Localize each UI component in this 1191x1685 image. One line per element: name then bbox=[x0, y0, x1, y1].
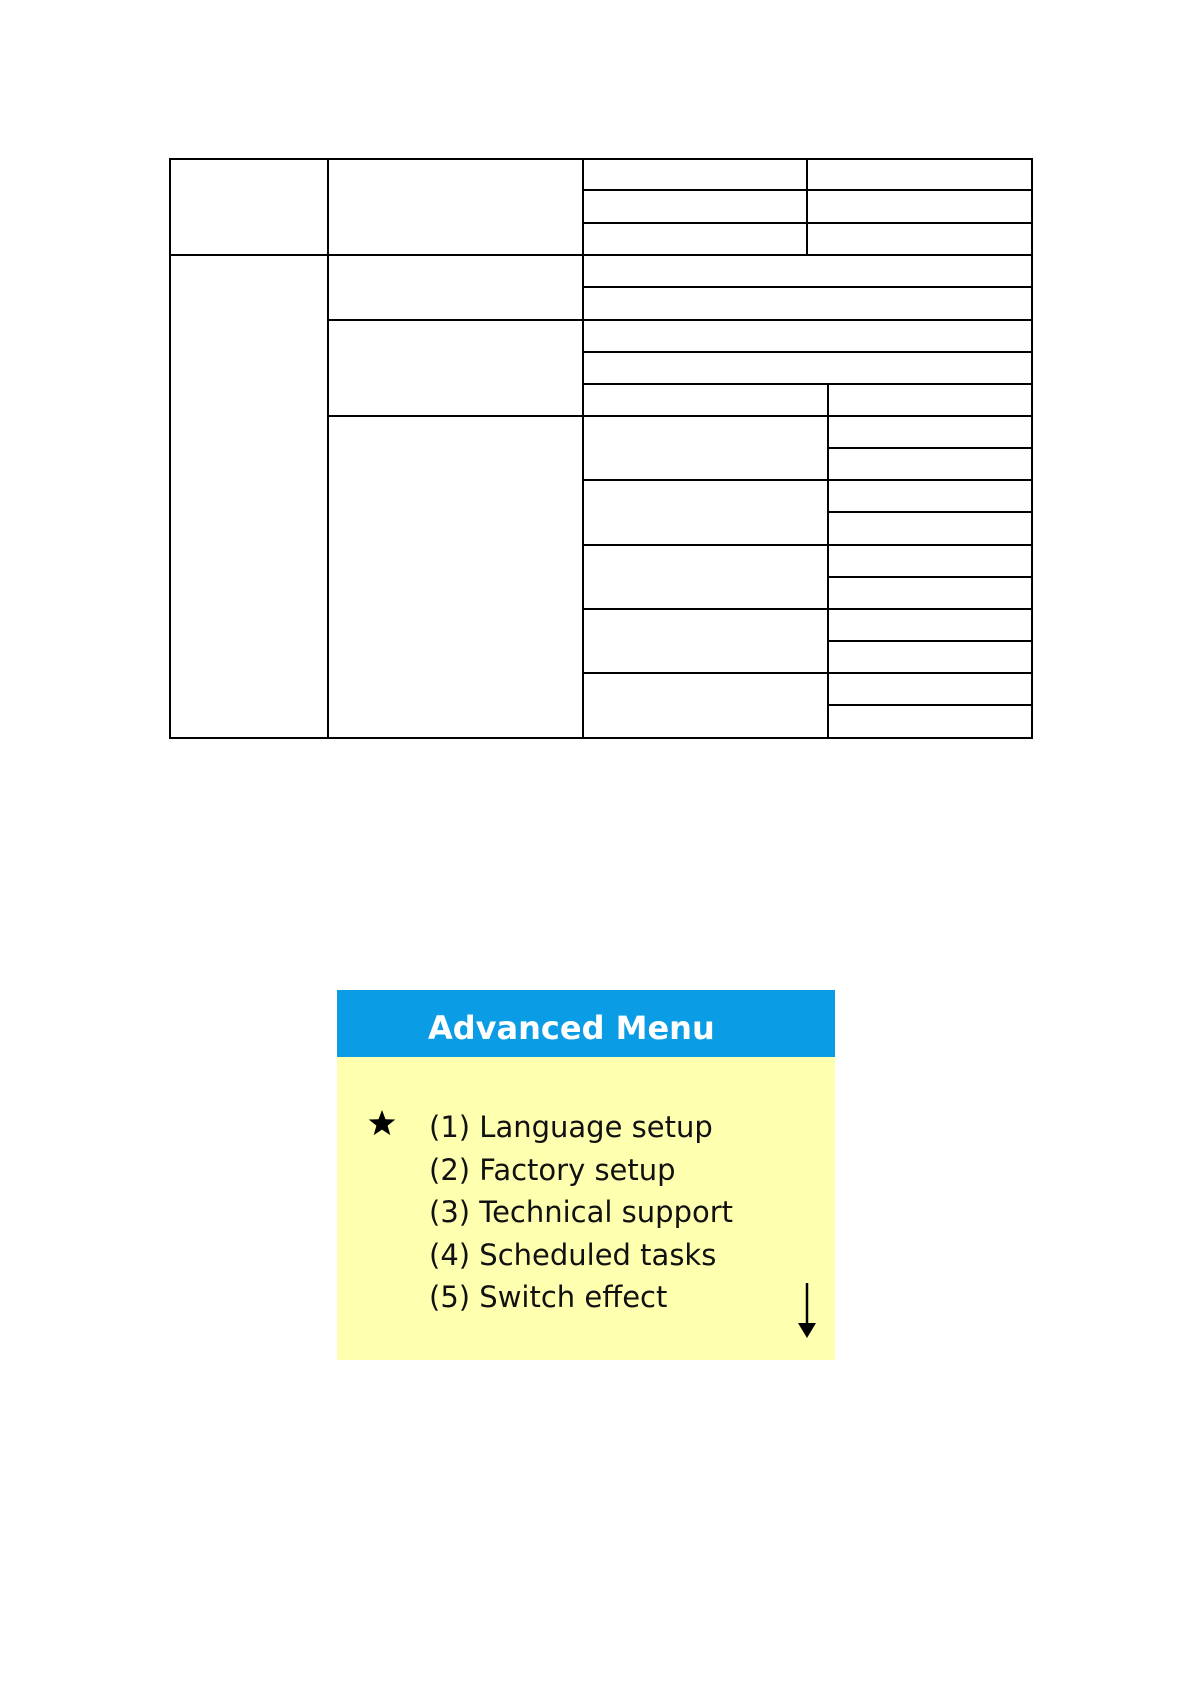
table-row-divider bbox=[827, 704, 1033, 706]
menu-item-switch-effect[interactable]: (5) Switch effect bbox=[429, 1280, 668, 1314]
table-row-divider bbox=[327, 319, 1033, 321]
table-border-bottom bbox=[169, 737, 1033, 739]
table-row-divider bbox=[827, 640, 1033, 642]
table-column-divider bbox=[582, 158, 584, 738]
menu-item-factory-setup[interactable]: (2) Factory setup bbox=[429, 1152, 676, 1187]
table-row-divider bbox=[582, 222, 1033, 224]
table-row-divider bbox=[327, 415, 1033, 417]
table-row-divider bbox=[582, 608, 1033, 610]
table-border-top bbox=[169, 158, 1033, 160]
table-row-divider bbox=[582, 189, 1033, 191]
menu-title: Advanced Menu bbox=[428, 1009, 715, 1047]
menu-list bbox=[429, 1110, 733, 1323]
table-row-divider bbox=[582, 479, 1033, 481]
table-column-divider bbox=[827, 383, 829, 738]
table-row-divider bbox=[169, 254, 1033, 256]
advanced-menu-panel bbox=[337, 990, 835, 1360]
table-row-divider bbox=[582, 351, 1033, 353]
table-row-divider bbox=[582, 672, 1033, 674]
menu-item-technical-support[interactable]: (3) Technical support bbox=[429, 1195, 734, 1229]
empty-structure-table bbox=[169, 158, 1033, 738]
table-column-divider bbox=[806, 158, 808, 254]
table-border-right bbox=[1031, 158, 1033, 738]
table-column-divider bbox=[327, 158, 329, 738]
table-row-divider bbox=[827, 447, 1033, 449]
star-icon bbox=[367, 1108, 397, 1138]
table-row-divider bbox=[582, 286, 1033, 288]
table-row-divider bbox=[827, 576, 1033, 578]
table-row-divider bbox=[582, 544, 1033, 546]
table-border-left bbox=[169, 158, 171, 738]
table-row-divider bbox=[582, 383, 1033, 385]
arrow-down-icon[interactable] bbox=[795, 1283, 819, 1338]
menu-item-language-setup[interactable]: (1) Language setup bbox=[429, 1110, 713, 1144]
menu-header bbox=[337, 990, 835, 1057]
menu-item-scheduled-tasks[interactable]: (4) Scheduled tasks bbox=[429, 1237, 717, 1272]
table-row-divider bbox=[827, 511, 1033, 513]
